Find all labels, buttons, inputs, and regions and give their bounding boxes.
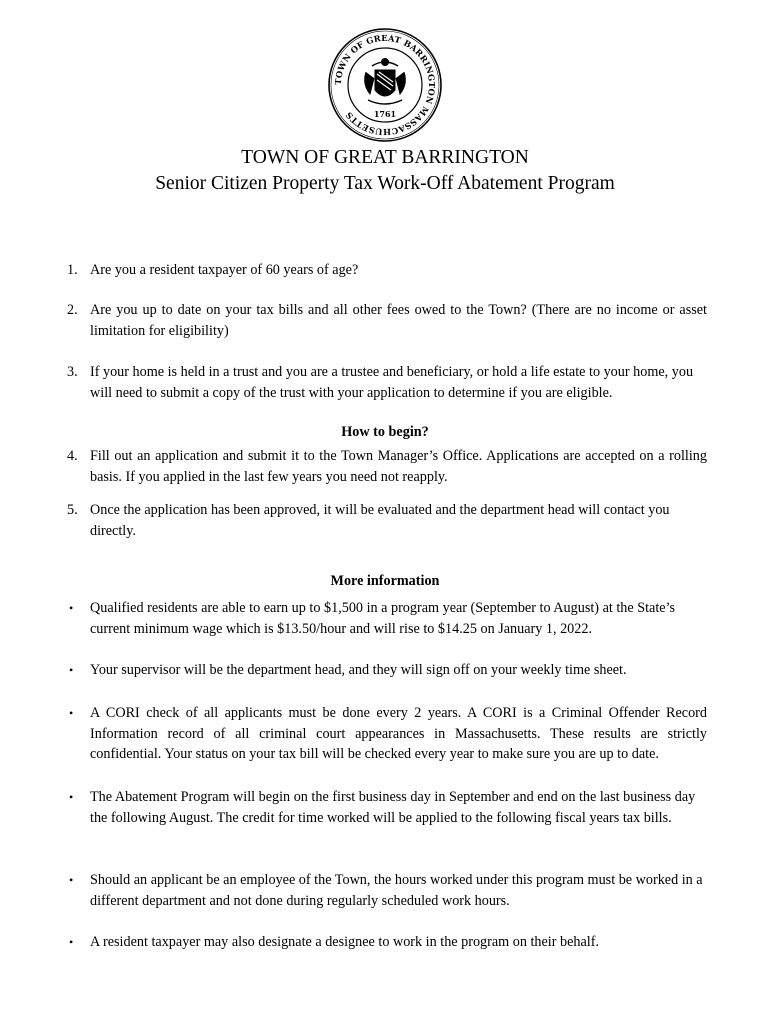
list-number: 1. (67, 262, 78, 278)
town-seal-logo (328, 28, 442, 142)
bullet-text: Qualified residents are able to earn up to $1,500 in a program year (September to August) at the State’s current minimum wage which is $13.50/hour and will rise to $14.25 on January 1, 2022. (90, 600, 676, 637)
info-bullet-1 (67, 598, 707, 639)
list-item-4 (67, 446, 707, 487)
bullet-text: Your supervisor will be the department head, and they will sign off on your weekly time sheet. (90, 662, 627, 678)
info-bullet-2 (67, 660, 707, 681)
how-to-begin-heading: How to begin? (341, 424, 429, 440)
list-item-text: Are you up to date on your tax bills and all other fees owed to the Town? (There are no income or asset limitation for eligibility) (90, 302, 707, 339)
list-number: 5. (67, 502, 78, 518)
bullet-glyph: • (69, 935, 74, 949)
info-bullet-3 (67, 703, 707, 765)
info-bullet-5 (67, 870, 707, 911)
bullet-glyph: • (69, 601, 74, 615)
list-number: 4. (67, 448, 78, 464)
list-item-2 (67, 300, 707, 341)
list-number: 3. (67, 364, 78, 380)
list-item-text: Are you a resident taxpayer of 60 years of age? (90, 262, 359, 278)
bullet-glyph: • (69, 790, 74, 804)
list-item-1 (67, 260, 707, 281)
more-information-heading: More information (330, 573, 440, 589)
bullet-text: A resident taxpayer may also designate a designee to work in the program on their behalf. (90, 934, 600, 950)
info-bullet-6 (67, 932, 707, 953)
seal-year: 1761 (373, 109, 397, 119)
bullet-text: Should an applicant be an employee of the Town, the hours worked under this program must be worked in a different department and not done during regularly scheduled work hours. (90, 872, 703, 909)
info-bullet-4 (67, 787, 707, 828)
list-item-text: Fill out an application and submit it to the Town Manager’s Office. Applications are accepted on a rolling basis. If you applied in the last few years you need not reapply. (90, 448, 707, 485)
seal-ring-text: TOWN OF GREAT BARRINGTON MASSACHUSETTS (332, 32, 438, 138)
bullet-glyph: • (69, 873, 74, 887)
list-item-5 (67, 500, 707, 541)
town-title: TOWN OF GREAT BARRINGTON (241, 147, 529, 168)
list-item-text: If your home is held in a trust and you are a trustee and beneficiary, or hold a life estate to your home, you will need to submit a copy of the trust with your application to determine if you are eligible. (90, 364, 694, 401)
list-item-3 (67, 362, 707, 403)
bullet-glyph: • (69, 706, 74, 720)
list-item-text: Once the application has been approved, it will be evaluated and the department head will contact you directly. (90, 502, 670, 539)
bullet-text: The Abatement Program will begin on the first business day in September and end on the last business day the following August. The credit for time worked will be applied to the following fiscal years tax bills. (90, 789, 696, 826)
program-title: Senior Citizen Property Tax Work-Off Abatement Program (155, 173, 615, 194)
list-number: 2. (67, 302, 78, 318)
bullet-glyph: • (69, 663, 74, 677)
bullet-text: A CORI check of all applicants must be done every 2 years. A CORI is a Criminal Offender Record Information record of all criminal court appearances in Massachusetts. These results are strictly confidential. Your status on your tax bill will be checked every year to make sure you are up to date. (90, 705, 707, 762)
